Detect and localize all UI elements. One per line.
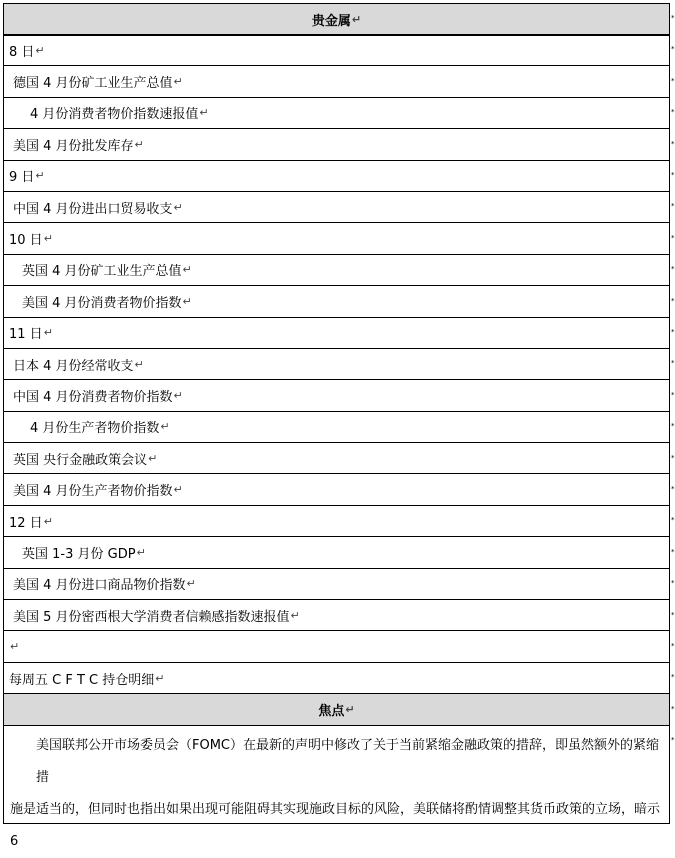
calendar-row bbox=[3, 223, 670, 254]
margin-mark: * bbox=[671, 673, 675, 682]
paragraph-mark: ↵ bbox=[345, 703, 355, 717]
paragraph-mark: ↵ bbox=[134, 137, 144, 151]
calendar-row-text: 美国 4 月份消费者物价指数 bbox=[22, 295, 182, 311]
paragraph-mark: ↵ bbox=[43, 514, 53, 528]
calendar-row bbox=[3, 318, 670, 349]
focus-line-1: 美国联邦公开市场委员会（FOMC）在最新的声明中修改了关于当前紧缩金融政策的措辞，即虽然额外的紧缩措 bbox=[36, 738, 660, 786]
calendar-row-text: 英国 4 月份矿工业生产总值 bbox=[22, 264, 182, 280]
calendar-row bbox=[3, 380, 670, 411]
paragraph-mark: ↵ bbox=[155, 671, 165, 685]
paragraph-mark: ↵ bbox=[182, 294, 192, 308]
calendar-row-text: 4 月份生产者物价指数 bbox=[30, 421, 160, 437]
paragraph-mark: ↵ bbox=[186, 577, 196, 591]
margin-mark: * bbox=[671, 610, 675, 619]
calendar-row bbox=[3, 98, 670, 129]
paragraph-mark: ↵ bbox=[173, 75, 183, 89]
margin-mark: * bbox=[671, 704, 675, 713]
margin-mark: * bbox=[671, 390, 675, 399]
calendar-row-text: 12 日 bbox=[9, 515, 43, 531]
paragraph-mark: ↵ bbox=[182, 263, 192, 277]
document-table bbox=[3, 3, 670, 850]
calendar-row bbox=[3, 600, 670, 631]
calendar-row bbox=[3, 569, 670, 600]
margin-mark: * bbox=[671, 453, 675, 462]
margin-mark: * bbox=[671, 485, 675, 493]
margin-mark: * bbox=[671, 14, 675, 22]
paragraph-mark: ↵ bbox=[199, 106, 209, 120]
margin-mark: * bbox=[671, 45, 675, 54]
calendar-row-text: 8 日 bbox=[9, 45, 35, 61]
margin-mark: * bbox=[671, 516, 675, 525]
margin-mark: * bbox=[671, 547, 675, 556]
calendar-row bbox=[3, 663, 670, 694]
focus-line-2: 施是适当的，但同时也指出如果出现可能阻碍其实现施政目标的风险，美联储将酌情调整其货币政策的立场，暗示 6 bbox=[10, 802, 661, 850]
margin-mark: * bbox=[671, 265, 675, 274]
margin-mark: * bbox=[671, 328, 675, 336]
margin-mark: * bbox=[671, 296, 675, 305]
calendar-row bbox=[3, 506, 670, 537]
calendar-row bbox=[3, 161, 670, 192]
calendar-row bbox=[3, 129, 670, 160]
calendar-row-text: 英国 央行金融政策会议 bbox=[13, 452, 148, 468]
paragraph-mark: ↵ bbox=[35, 169, 45, 183]
calendar-row bbox=[3, 349, 670, 380]
paragraph-mark: ↵ bbox=[134, 357, 144, 371]
calendar-row bbox=[3, 255, 670, 286]
margin-mark: * bbox=[671, 642, 675, 650]
calendar-row-text: 美国 5 月份密西根大学消费者信赖感指数速报值 bbox=[13, 609, 290, 625]
calendar-row-text: 每周五 C F T C 持仓明细 bbox=[9, 672, 155, 688]
paragraph-mark: ↵ bbox=[290, 608, 300, 622]
calendar-row bbox=[3, 474, 670, 505]
header-precious-metals bbox=[3, 3, 670, 35]
calendar-row bbox=[3, 286, 670, 317]
margin-mark: * bbox=[671, 359, 675, 368]
margin-mark: * bbox=[671, 76, 675, 85]
paragraph-mark: ↵ bbox=[10, 640, 20, 654]
calendar-row bbox=[3, 631, 670, 662]
paragraph-mark: ↵ bbox=[160, 420, 170, 434]
paragraph-mark: ↵ bbox=[173, 200, 183, 214]
margin-mark: * bbox=[671, 108, 675, 117]
margin-mark: * bbox=[671, 202, 675, 211]
header-title: 贵金属 bbox=[311, 13, 351, 29]
calendar-row bbox=[3, 412, 670, 443]
paragraph-mark: ↵ bbox=[148, 451, 158, 465]
calendar-row bbox=[3, 192, 670, 223]
margin-mark: * bbox=[671, 579, 675, 588]
paragraph-mark: ↵ bbox=[43, 326, 53, 340]
calendar-row-text: 9 日 bbox=[9, 170, 35, 186]
calendar-row-text: 10 日 bbox=[9, 233, 43, 249]
calendar-row-text: 中国 4 月份消费者物价指数 bbox=[13, 389, 173, 405]
margin-mark: * bbox=[671, 171, 675, 179]
paragraph-mark: ↵ bbox=[173, 388, 183, 402]
margin-mark: * bbox=[671, 422, 675, 431]
calendar-row-text: 4 月份消费者物价指数速报值 bbox=[30, 107, 199, 123]
paragraph-mark: ↵ bbox=[351, 12, 362, 26]
calendar-row-text: 美国 4 月份生产者物价指数 bbox=[13, 484, 173, 500]
header-focus bbox=[3, 694, 670, 726]
paragraph-mark: ↵ bbox=[43, 232, 53, 246]
margin-mark: * bbox=[671, 139, 675, 148]
margin-mark: * bbox=[671, 233, 675, 242]
paragraph-mark: ↵ bbox=[173, 483, 183, 497]
calendar-row bbox=[3, 443, 670, 474]
paragraph-mark: ↵ bbox=[136, 545, 146, 559]
calendar-row-text: 中国 4 月份进出口贸易收支 bbox=[13, 201, 173, 217]
calendar-row bbox=[3, 537, 670, 568]
calendar-row-text: 日本 4 月份经常收支 bbox=[13, 358, 134, 374]
calendar-row bbox=[3, 66, 670, 97]
calendar-row-text: 美国 4 月份进口商品物价指数 bbox=[13, 578, 186, 594]
calendar-row-text: 11 日 bbox=[9, 327, 43, 343]
right-margin-marks bbox=[671, 0, 675, 831]
calendar-rows bbox=[3, 35, 670, 694]
focus-title: 焦点 bbox=[318, 704, 345, 720]
calendar-row bbox=[3, 35, 670, 66]
focus-body bbox=[3, 726, 670, 850]
calendar-row-text: 美国 4 月份批发库存 bbox=[13, 138, 134, 154]
calendar-row-text: 英国 1-3 月份 GDP bbox=[22, 546, 136, 562]
paragraph-mark: ↵ bbox=[35, 44, 45, 58]
calendar-row-text: 德国 4 月份矿工业生产总值 bbox=[13, 76, 173, 92]
margin-mark: * bbox=[671, 736, 675, 745]
